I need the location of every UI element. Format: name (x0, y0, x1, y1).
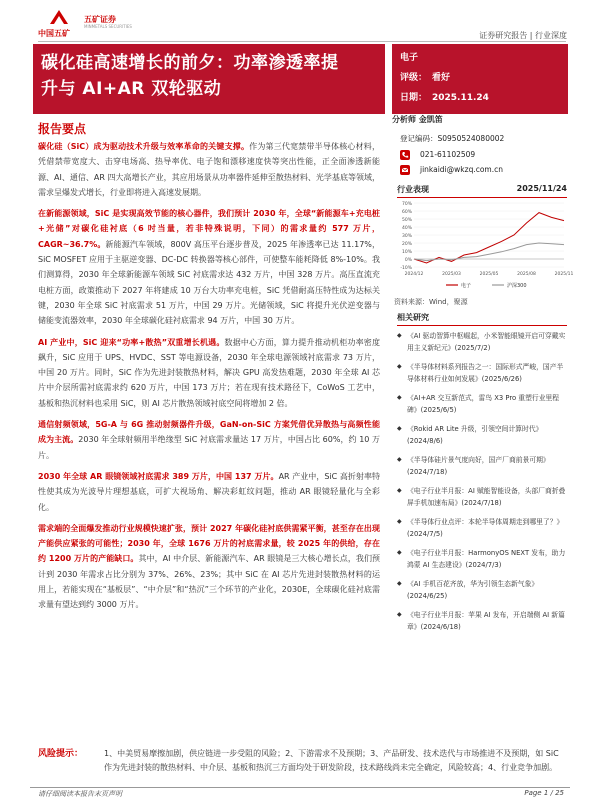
chart-source: 资料来源：Wind，聚源 (394, 298, 468, 306)
risk-text: 1、中美贸易摩擦加剧，供应链进一步受阻的风险；2、下游需求不及预期；3、产品研发、技术迭代与市场推进不及预期，如 SiC 作为先进封装的散热材料、中介层、基板和热沉三方面均处于研发阶段，技术路线尚未完全确定，风险较高；4、行业竞争加剧。 (104, 749, 559, 772)
analyst-heading: 分析师 金凯笛 (392, 115, 443, 124)
y-tick-label: 30% (401, 234, 412, 239)
y-tick-label: -10% (400, 266, 412, 271)
footer-divider (30, 787, 570, 788)
minmetals-logo (38, 8, 78, 38)
report-title-line-1: 碳化硅高速增长的前夕：功率渗透率提 (41, 53, 339, 73)
related-research-item[interactable]: ◆ 《AI 驱动智算中枢崛起，小米智能眼镜开启可穿戴实用主义新纪元》(2025/7/2) (397, 330, 569, 355)
related-research-item[interactable]: ◆ 《AI+AR 交互新范式，雷鸟 X3 Pro 重塑行业里程碑》(2025/6/5) (397, 392, 569, 417)
y-tick-label: 70% (401, 202, 412, 207)
performance-chart (396, 199, 574, 291)
related-research-item[interactable]: ◆ 《AI 手机百花齐放，华为引领生态新气象》(2024/6/25) (397, 578, 569, 603)
performance-date: 2025/11/24 (516, 184, 567, 193)
logo-company-name: 中国五矿 (38, 29, 70, 38)
summary-paragraph (38, 521, 380, 613)
date-value: 2025.11.24 (432, 93, 489, 103)
x-tick-label: 2024/12 (404, 272, 424, 277)
performance-heading-bar (397, 184, 567, 198)
summary-text: 作为第三代宽禁带半导体核心材料，凭借禁带宽度大、击穿电场高、热导率优、电子饱和漂移速度快等突出性能，正全面渗透新能源、AI、通信、AR 四大高增长产业，其应用场景从功率器件延伸至散热材料、光学基底等领域，需求呈爆发式增长，行业即将进入高速发展期。 (38, 142, 380, 197)
footer-disclaimer: 请仔细阅读本报告末页声明 (38, 790, 122, 798)
summary-paragraph (38, 469, 380, 515)
summary-body (38, 139, 380, 619)
summary-paragraph (38, 206, 380, 328)
summary-text: 其中，AI 中介层、新能源汽车、AR 眼镜是三大核心增长点，我们预计到 2030 年需求占比分别为 37%、26%、23%；其中 SiC 在 AI 芯片先进封装散热材料的运用上，若能实现在“基板层”、“中介层”和“热沉”三个环节的产业化，2030E，全球碳化硅衬底需求量有望达到约 3000 万片。 (38, 554, 380, 610)
header-divider (38, 41, 566, 42)
logo-securities-name: 五矿证券 (84, 15, 116, 24)
report-title-line-2: 升与 AI+AR 双轮驱动 (41, 79, 222, 99)
minmetals-logo-icon (48, 8, 70, 26)
y-tick-label: 20% (401, 242, 412, 247)
x-tick-label: 2025/03 (442, 272, 461, 277)
email-icon (400, 165, 410, 175)
x-tick-label: 2025/11 (554, 272, 574, 277)
x-tick-label: 2025/08 (517, 272, 536, 277)
performance-heading: 行业表现 (397, 185, 429, 194)
y-tick-label: 40% (401, 226, 412, 231)
summary-highlight: 在新能源领域，SiC 是实现高效节能的核心器件，我们预计 2030 年，全球“新能源车+充电桩+光储”对碳化硅衬底（6 吋当量，若非特殊说明，下同）的需求量约 577 万片，CAGR~36.7%。 (38, 209, 380, 249)
summary-text: 新能源汽车领域，800V 高压平台逐步普及，2025 年渗透率已达 11.17%，SiC MOSFET 应用于主驱逆变器、DC-DC 转换器等核心部件，可使整车能耗降低 8%-10%。我们测算得，2030 年全球新能源车领域 SiC 衬底需求达 432 万片，中国 328 万片。高压直流充电桩方面，政策推动下 2027 年将建成 10 万台大功率充电桩，SiC 凭借耐高压特性成为达标关键，2030 年全球 SiC 衬底需求 51 万片，中国 29 万片。光储领域，SiC 将提升光伏逆变器与储能变流器效率，2030 年全球碳化硅衬底需求 94 万片，中国 30 万片。 (38, 239, 381, 326)
y-tick-label: 0% (404, 258, 412, 263)
legend-label-electronics: 电子 (461, 283, 472, 289)
summary-paragraph (38, 139, 380, 200)
analyst-phone: 021-61102509 (420, 150, 476, 159)
date-label: 日期： (400, 93, 428, 103)
summary-text: AR 产业中，SiC 高折射率特性使其成为光波导片理想基底，可扩大视场角、解决彩虹纹问题，推动 AR 眼镜轻量化与全彩化。 (38, 471, 380, 512)
x-tick-label: 2025/05 (479, 272, 499, 277)
related-research-item[interactable]: ◆ 《半导体材料系列报告之一：国际形式严峻，国产半导体材料行业如何发展》(2025/6/26) (397, 361, 569, 386)
logo-securities-en: MINMETALS SECURITIES (84, 24, 132, 29)
date-row (400, 88, 560, 108)
y-tick-label: 10% (401, 250, 412, 255)
summary-highlight: 通信射频领域，5G-A 与 6G 推动射频器件升级，GaN-on-SiC 方案凭借优异散热与高频性能成为主流。 (38, 420, 380, 445)
related-research-item[interactable]: ◆ 《半导体硅片景气度向好，国产厂商前景可期》(2024/7/18) (397, 454, 569, 479)
summary-highlight: AI 产业中，SiC 迎来“功率+散热”双重增长机遇。 (38, 337, 225, 347)
summary-heading: 报告要点 (38, 122, 87, 136)
summary-text: 2030 年全球射频用半绝缘型 SiC 衬底需求量达 17 万片，中国占比 60%，约 10 万片。 (38, 435, 380, 460)
y-tick-label: 50% (401, 218, 412, 223)
rating-value: 看好 (432, 73, 451, 83)
rating-label: 评级： (400, 73, 428, 83)
rating-row (400, 68, 560, 88)
summary-paragraph (38, 335, 380, 411)
related-research-heading: 相关研究 (397, 312, 567, 326)
related-research-item[interactable]: ◆ 《Rokid AR Lite 升级，引领空间计算时代》(2024/8/6) (397, 423, 569, 448)
report-type-label: 证券研究报告 | 行业深度 (479, 31, 567, 40)
risk-label: 风险提示： (38, 749, 84, 759)
phone-icon (400, 150, 410, 160)
report-title-band (33, 44, 385, 114)
page-header (0, 0, 600, 44)
related-research-item[interactable]: ◆ 《电子行业半月报：AI 赋能智能设备，头部厂商折叠屏手机加速布局》(2024/7/18) (397, 485, 569, 510)
series-line-electronics (414, 213, 564, 263)
summary-highlight: 碳化硅（SiC）成为驱动技术升级与效率革命的关键支撑。 (38, 142, 250, 151)
page-number: Page 1 / 25 (524, 789, 564, 797)
analyst-cert-code: 登记编码：S0950524080002 (400, 134, 505, 143)
related-research-item[interactable]: ◆ 《半导体行业点评：本轮半导体周期走到哪里了？》(2024/7/5) (397, 516, 569, 541)
related-research-item[interactable]: ◆ 《电子行业半月报：苹果 AI 发布，开启端侧 AI 新篇章》(2024/6/18) (397, 609, 569, 634)
analyst-email[interactable]: jinkaidi@wkzq.com.cn (420, 165, 503, 174)
related-research-list (397, 330, 569, 640)
report-meta-band (392, 44, 568, 114)
series-line-csi300 (414, 243, 564, 261)
legend-label-csi300: 沪深300 (507, 283, 527, 289)
industry-label: 电子 (400, 53, 419, 63)
y-tick-label: 60% (401, 210, 412, 215)
summary-highlight: 需求端的全面爆发推动行业规模快速扩张，预计 2027 年碳化硅衬底供需紧平衡，甚至存在出现产能供应紧张的可能性；2030 年，全球 1676 万片的衬底需求量，较 2025 年的供给，存在约 1200 万片的产能缺口。 (38, 523, 380, 564)
summary-highlight: 2030 年全球 AR 眼镜领域衬底需求 389 万片，中国 137 万片。 (38, 471, 279, 481)
related-research-item[interactable]: ◆ 《电子行业半月报：HarmonyOS NEXT 发布，助力鸿蒙 AI 生态建设》(2024/7/3) (397, 547, 569, 572)
summary-text: 数据中心方面，算力提升推动机柜功率密度飙升，SiC 应用于 UPS、HVDC、SST 等电源设备，2030 年全球电源领域衬底需求 73 万片，中国 20 万片。同时，SiC 作为先进封装散热材料，解决 GPU 高发热难题，2030 年全球 AI 芯片中介层所需衬底需求约 620 万片，中国 173 万片；若在现有技术路径下，CoWoS 工艺中，基板和热沉材料也采用 SiC，则 AI 芯片散热领域衬底空间将增加 2 倍。 (38, 337, 380, 408)
summary-paragraph (38, 417, 380, 463)
